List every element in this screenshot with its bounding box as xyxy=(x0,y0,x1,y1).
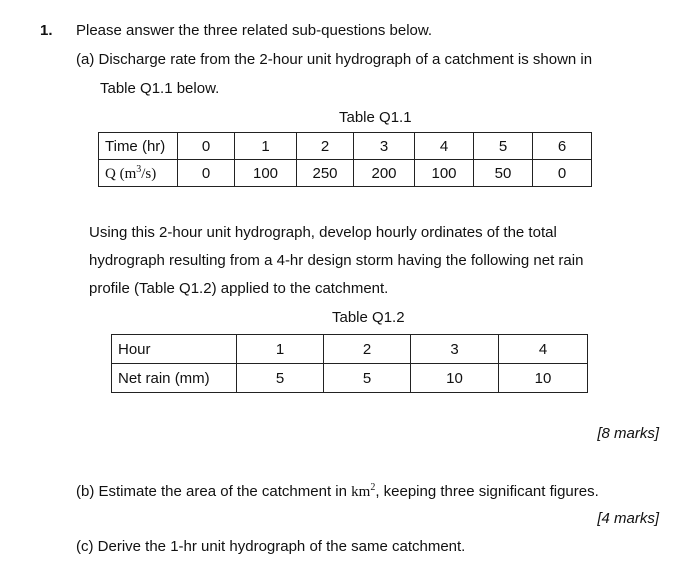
part-a-marks: [8 marks] xyxy=(597,425,659,442)
table-q1-1 xyxy=(98,132,592,187)
question-number: 1. xyxy=(40,22,53,39)
hour-cell: 3 xyxy=(411,335,499,364)
discharge-cell: 100 xyxy=(415,160,474,187)
table-1-time-row xyxy=(99,133,592,160)
time-cell: 3 xyxy=(354,133,415,160)
table-2-caption: Table Q1.2 xyxy=(332,309,405,326)
part-a-paragraph-3: profile (Table Q1.2) applied to the catchment. xyxy=(89,280,389,297)
table-2-rain-row xyxy=(112,364,588,393)
rain-cell: 10 xyxy=(411,364,499,393)
rain-label: Net rain (mm) xyxy=(112,364,237,393)
part-c-text: (c) Derive the 1-hr unit hydrograph of the same catchment. xyxy=(76,538,466,555)
hour-cell: 1 xyxy=(237,335,324,364)
time-cell: 2 xyxy=(297,133,354,160)
part-a-paragraph-1: Using this 2-hour unit hydrograph, develop hourly ordinates of the total xyxy=(89,224,557,241)
hour-label: Hour xyxy=(112,335,237,364)
discharge-cell: 50 xyxy=(474,160,533,187)
rain-cell: 10 xyxy=(499,364,588,393)
discharge-cell: 100 xyxy=(235,160,297,187)
table-2-hour-row xyxy=(112,335,588,364)
discharge-label: Q $(m^3/s)$ xyxy=(99,160,178,187)
time-cell: 5 xyxy=(474,133,533,160)
hour-cell: 4 xyxy=(499,335,588,364)
time-cell: 6 xyxy=(533,133,592,160)
table-q1-2 xyxy=(111,334,588,393)
part-a-paragraph-2: hydrograph resulting from a 4-hr design storm having the following net rain xyxy=(89,252,584,269)
discharge-cell: 200 xyxy=(354,160,415,187)
area-unit: $km^2$ xyxy=(351,482,376,500)
discharge-cell: 0 xyxy=(533,160,592,187)
discharge-cell: 0 xyxy=(178,160,235,187)
time-label: Time (hr) xyxy=(99,133,178,160)
rain-cell: 5 xyxy=(237,364,324,393)
time-cell: 0 xyxy=(178,133,235,160)
hour-cell: 2 xyxy=(324,335,411,364)
rain-cell: 5 xyxy=(324,364,411,393)
time-cell: 1 xyxy=(235,133,297,160)
part-b-marks: [4 marks] xyxy=(597,510,659,527)
question-intro: Please answer the three related sub-questions below. xyxy=(76,22,433,39)
part-b-text: (b) Estimate the area of the catchment in $km^2$, keeping three significant figures. xyxy=(76,482,599,500)
part-a-line-2: Table Q1.1 below. xyxy=(100,80,220,97)
table-1-discharge-row xyxy=(99,160,592,187)
table-1-caption: Table Q1.1 xyxy=(339,109,412,126)
discharge-cell: 250 xyxy=(297,160,354,187)
time-cell: 4 xyxy=(415,133,474,160)
part-a-line-1: (a) Discharge rate from the 2-hour unit hydrograph of a catchment is shown in xyxy=(76,51,593,68)
